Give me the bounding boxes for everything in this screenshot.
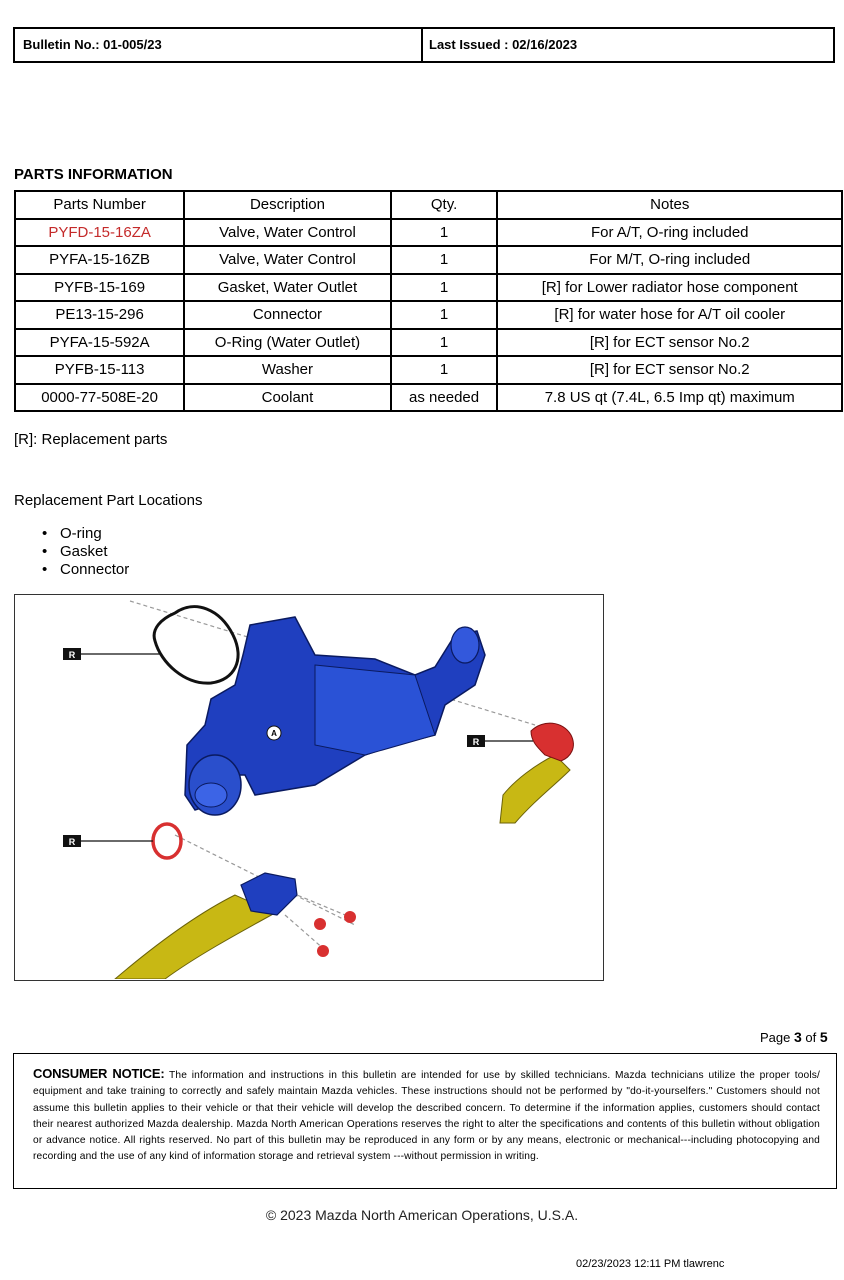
notes-cell: [R] for water hose for A/T oil cooler: [497, 301, 842, 329]
table-row: [15, 274, 842, 302]
description-cell: Valve, Water Control: [184, 246, 390, 274]
column-header-parts-number: Parts Number: [15, 191, 184, 219]
column-header-qty: Qty.: [391, 191, 498, 219]
part-number-cell: PYFA-15-592A: [15, 329, 184, 357]
water-pump-housing: [185, 617, 485, 815]
part-number-cell: PE13-15-296: [15, 301, 184, 329]
qty-cell: 1: [391, 329, 498, 357]
print-timestamp: 02/23/2023 12:11 PM tlawrenc: [576, 1258, 725, 1270]
connector-and-hose: [500, 723, 573, 823]
diagram-illustration: [15, 595, 602, 979]
consumer-notice-text: The information and instructions in this bulletin are intended for use by skilled technicians. Mazda technicians utilize the proper tools/ equipment and take training to correctly and safely maintain Mazda vehicles. These instructions should not be performed by "do-it-yourselfers." Customers should not assume this bulletin applies to their vehicle or that their vehicle will develop the described concern. To determine if the information applies, customers should contact their nearest authorized Mazda dealership. Mazda North American Operations reserves the right to alter the specifications and contents of this bulletin without obligation or advance notice. All rights reserved. No part of this bulletin may be reproduced in any form or by any means, electronic or mechanical---including photocopying and recording and the use of any kind of information storage and retrieval system ---without permission in writing.: [33, 1070, 820, 1163]
notes-cell: [R] for ECT sensor No.2: [497, 356, 842, 384]
page-label: Page: [760, 1030, 791, 1045]
parts-section-title: PARTS INFORMATION: [14, 166, 173, 183]
description-cell: Valve, Water Control: [184, 219, 390, 247]
bulletin-header: [13, 27, 835, 63]
gasket-outline: [154, 607, 238, 683]
description-cell: Washer: [184, 356, 390, 384]
parts-table: [14, 190, 843, 412]
copyright: © 2023 Mazda North American Operations, U.S.A.: [265, 1207, 579, 1223]
o-ring-seal: [153, 824, 181, 858]
bulletin-number: Bulletin No.: 01-005/23: [23, 37, 162, 52]
description-cell: Gasket, Water Outlet: [184, 274, 390, 302]
column-header-notes: Notes: [497, 191, 842, 219]
replacement-parts-note: [R]: Replacement parts: [14, 431, 168, 448]
page-current: 3: [794, 1029, 802, 1045]
list-item: • O-ring: [42, 525, 129, 543]
part-number-cell: PYFB-15-169: [15, 274, 184, 302]
list-item: • Gasket: [42, 543, 129, 561]
page-number: [760, 1029, 828, 1045]
qty-cell: 1: [391, 246, 498, 274]
last-issued-date: Last Issued : 02/16/2023: [429, 37, 578, 52]
page-total: 5: [819, 1029, 828, 1045]
callout-r-label: R: [68, 837, 76, 847]
page-of: of: [805, 1030, 817, 1045]
description-cell: O-Ring (Water Outlet): [184, 329, 390, 357]
notes-cell: [R] for ECT sensor No.2: [497, 329, 842, 357]
callout-r-label: R: [472, 737, 480, 747]
table-row: [15, 384, 842, 412]
header-divider: [421, 29, 423, 61]
sensor-housing-and-hose: [115, 873, 356, 979]
qty-cell: 1: [391, 301, 498, 329]
callout-r-label: R: [68, 650, 76, 660]
callout-r-top: [63, 648, 160, 660]
callout-r-bottom: [63, 835, 153, 847]
description-cell: Coolant: [184, 384, 390, 412]
table-header-row: [15, 191, 842, 219]
list-item: • Connector: [42, 561, 129, 579]
part-number-cell: PYFB-15-113: [15, 356, 184, 384]
table-row: [15, 219, 842, 247]
table-row: [15, 301, 842, 329]
part-number-cell: PYFA-15-16ZB: [15, 246, 184, 274]
part-number-cell: 0000-77-508E-20: [15, 384, 184, 412]
qty-cell: 1: [391, 356, 498, 384]
notes-cell: For A/T, O-ring included: [497, 219, 842, 247]
table-row: [15, 329, 842, 357]
description-cell: Connector: [184, 301, 390, 329]
notes-cell: For M/T, O-ring included: [497, 246, 842, 274]
part-number-cell: PYFD-15-16ZA: [15, 219, 184, 247]
locations-title: Replacement Part Locations: [14, 492, 203, 509]
consumer-notice: [13, 1053, 837, 1189]
locations-list: [42, 525, 129, 579]
notes-cell: 7.8 US qt (7.4L, 6.5 Imp qt) maximum: [497, 384, 842, 412]
notes-cell: [R] for Lower radiator hose component: [497, 274, 842, 302]
parts-location-diagram: [14, 594, 604, 981]
callout-r-right: [467, 735, 533, 747]
qty-cell: 1: [391, 219, 498, 247]
table-row: [15, 246, 842, 274]
column-header-description: Description: [184, 191, 390, 219]
qty-cell: 1: [391, 274, 498, 302]
table-row: [15, 356, 842, 384]
callout-a-label: A: [271, 729, 277, 738]
consumer-notice-label: CONSUMER NOTICE:: [33, 1066, 165, 1081]
qty-cell: as needed: [391, 384, 498, 412]
